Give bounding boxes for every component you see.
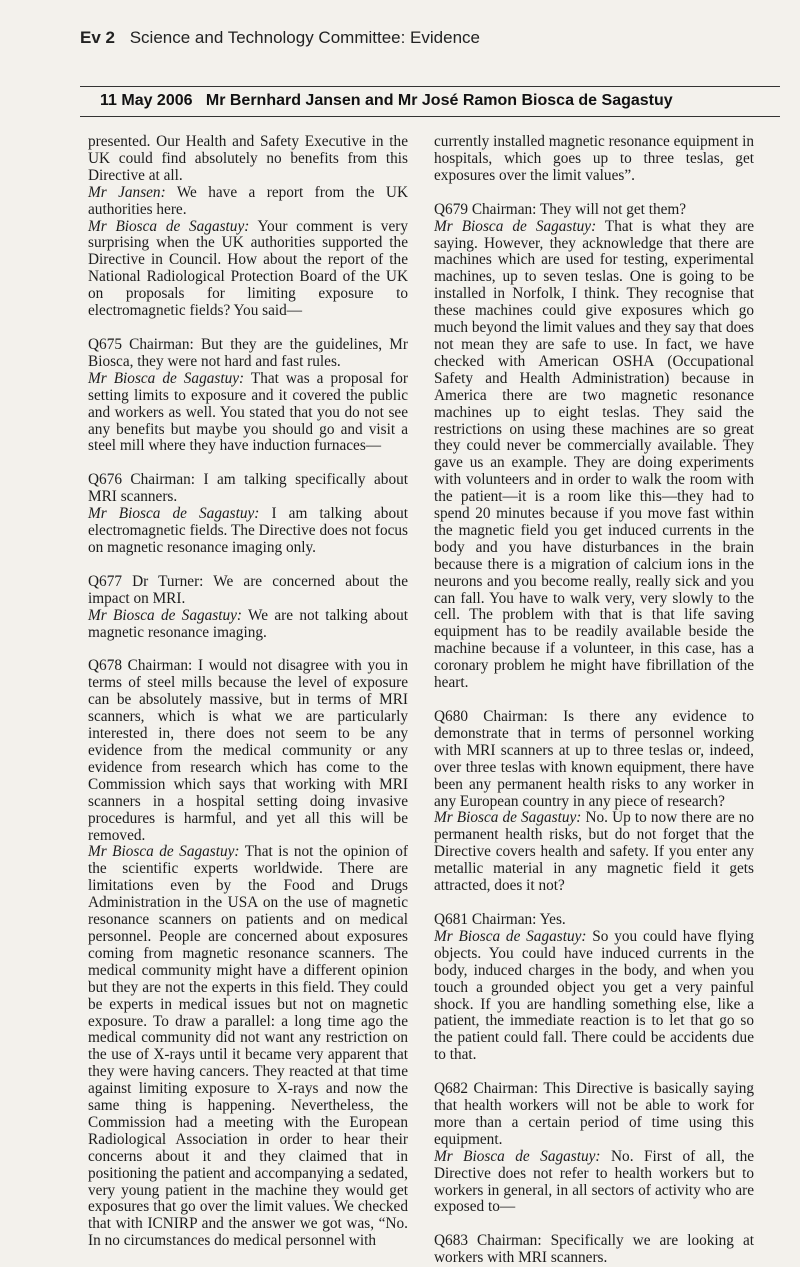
- right-column: [434, 134, 754, 1267]
- paragraph-text: No. Up to now there are no permanent health risks, but do not forget that the Directive covers health and safety. If you enter any metallic material in any magnetic field it gets attracted, does it not?: [434, 809, 754, 895]
- paragraph: [434, 709, 754, 810]
- speaker-label: Mr Biosca de Sagastuy:: [434, 809, 582, 827]
- paragraph: [88, 371, 408, 456]
- question-label: Q675 Chairman:: [88, 335, 194, 353]
- question-label: Q678 Chairman:: [88, 657, 193, 675]
- paragraph-text: Is there any evidence to demonstrate that in terms of personnel working with MRI scanners at up to three teslas or, indeed, over three teslas with known equipment, there have been any permanent health risks to any worker in any European country in any piece of research?: [434, 708, 754, 810]
- paragraph: [434, 202, 754, 219]
- paragraph-text: I would not disagree with you in terms of steel mills because the level of exposure can be absolutely massive, but in terms of MRI scanners, which is what we are particularly interested in, there does not seem to be any evidence from the medical community or any evidence from research which has come to the Commission which says that working with MRI scanners in a hospital setting doing invasive procedures is harmful, and yet all this will be removed.: [88, 657, 409, 844]
- paragraph-text: Your comment is very surprising when the UK authorities supported the Directive in Council. How about the report of the National Radiological Protection Board of the UK on proposals for limiting exposure to electromagnetic fields? You said—: [88, 217, 408, 320]
- question-label: Q681 Chairman:: [434, 910, 537, 928]
- speaker-label: Mr Biosca de Sagastuy:: [88, 505, 260, 523]
- question-label: Q676 Chairman:: [88, 471, 196, 489]
- paragraph: [434, 1233, 754, 1267]
- paragraph: [88, 506, 408, 557]
- speaker-label: Mr Biosca de Sagastuy:: [88, 843, 240, 861]
- left-column: [88, 134, 408, 1250]
- paragraph: [434, 219, 754, 692]
- running-head: [80, 28, 480, 48]
- paragraph-text: I am talking about electromagnetic fields. The Directive does not focus on magnetic resonance imaging only.: [88, 505, 408, 556]
- speaker-label: Mr Biosca de Sagastuy:: [88, 217, 250, 235]
- paragraph-text: presented. Our Health and Safety Executive in the UK could find absolutely no benefits from this Directive at all.: [88, 133, 408, 184]
- paragraph: [88, 134, 408, 185]
- paragraph: [88, 337, 408, 371]
- bottom-rule: [80, 116, 780, 117]
- paragraph: [434, 912, 754, 929]
- speaker-label: Mr Jansen:: [88, 183, 166, 201]
- question-label: Q683 Chairman:: [434, 1232, 542, 1250]
- paragraph-text: But they are the guidelines, Mr Biosca, they were not hard and fast rules.: [88, 335, 409, 370]
- top-rule: [80, 86, 780, 87]
- hearing-header: 11 May 2006 Mr Bernhard Jansen and Mr José Ramon Biosca de Sagastuy: [100, 92, 673, 109]
- paragraph-text: Specifically we are looking at workers with MRI scanners.: [434, 1232, 754, 1267]
- paragraph: [88, 185, 408, 219]
- paragraph: [88, 574, 408, 608]
- paragraph: [434, 1081, 754, 1149]
- paragraph-text: I am talking specifically about MRI scanners.: [88, 471, 408, 506]
- question-label: Q677 Dr Turner:: [88, 572, 204, 590]
- paragraph: [434, 810, 754, 895]
- paragraph: [434, 1149, 754, 1217]
- paragraph: [88, 658, 408, 844]
- question-label: Q679 Chairman:: [434, 200, 537, 218]
- paragraph: [88, 844, 408, 1250]
- paragraph-text: So you could have flying objects. You could have induced currents in the body, induced charges in the body, and when you touch a grounded object you get a very painful shock. If you are handling something else, like a patient, the immediate reaction is to let that go so the patient could fall. There could be accidents due to that.: [434, 927, 754, 1064]
- paragraph: [88, 608, 408, 642]
- paragraph-text: We are concerned about the impact on MRI.: [88, 572, 408, 607]
- paragraph: [88, 472, 408, 506]
- page-label: Ev 2: [80, 28, 115, 47]
- paragraph-text: This Directive is basically saying that health workers will not be able to work for more than a certain period of time using this equipment.: [434, 1080, 754, 1148]
- speaker-label: Mr Biosca de Sagastuy:: [434, 217, 597, 235]
- speaker-label: Mr Biosca de Sagastuy:: [88, 606, 243, 624]
- paragraph-text: Yes.: [539, 910, 566, 928]
- speaker-label: Mr Biosca de Sagastuy:: [88, 369, 245, 387]
- paragraph-text: That is what they are saying. However, they acknowledge that there are machines which are used for testing, experimental machines, up to seven teslas. One is going to be installed in Norfolk, I think. They recognise that these machines could give exposures which go much beyond the limit values and they say that does not mean they are safe to use. In fact, we have checked with American OSHA (Occupational Safety and Health Administration) because in America there are two magnetic resonance machines up to eight teslas. They said the restrictions on using these machines are so great they could never be commercially available. They gave us an example. They are doing experiments with volunteers and in order to walk the room with the patient—it is a room like this—they had to spend 20 minutes because if you move fast within the magnetic field you get induced currents in the body and you have disturbances in the brain because there is a migration of calcium ions in the neurons and you become really, really sick and you can fall. You have to walk very, very slowly to the cell. The problem with that is that life saving equipment has to be readily available beside the machine because if a volunteer, in this case, has a coronary problem he might have fibrillation of the heart.: [434, 217, 754, 692]
- paragraph-text: No. First of all, the Directive does not refer to health workers but to workers in general, in all sectors of activity who are exposed to—: [434, 1147, 755, 1216]
- paragraph: [88, 219, 408, 320]
- paragraph-text: That is not the opinion of the scientific experts worldwide. There are limitations even by the Food and Drugs Administration in the USA on the use of magnetic resonance scanners on patients and on medical personnel. People are concerned about exposures coming from magnetic resonance scanners. The medical community might have a different opinion but they are not the experts in this field. They could be experts in medical issues but not on magnetic exposure. To draw a parallel: a long time ago the medical community did not want any restriction on the use of X-rays until it became very apparent that they were having cancers. They reacted at that time against limiting exposure to X-rays and now the same thing is happening. Nevertheless, the Commission had a meeting with the European Radiological Association in order to hear their concerns about it and they claimed that in positioning the patient and accompanying a sedated, very young patient in the machine they would get exposures that go over the limit values. We checked that with ICNIRP and the answer we got was, “No. In no circumstances do medical personnel with: [88, 843, 408, 1250]
- speaker-label: Mr Biosca de Sagastuy:: [434, 1147, 601, 1165]
- paragraph: [434, 134, 754, 185]
- question-label: Q680 Chairman:: [434, 708, 548, 725]
- committee-title: Science and Technology Committee: Evidence: [129, 28, 480, 47]
- paragraph: [434, 929, 754, 1064]
- paragraph-text: That was a proposal for setting limits to exposure and it covered the public and workers as well. You stated that you do not see any benefits but maybe you should go and visit a steel mill where they have induction furnaces—: [88, 369, 408, 455]
- question-label: Q682 Chairman:: [434, 1080, 539, 1098]
- paragraph-text: We have a report from the UK authorities here.: [88, 183, 408, 218]
- paragraph-text: They will not get them?: [539, 200, 687, 218]
- paragraph-text: currently installed magnetic resonance equipment in hospitals, which goes up to three teslas, get exposures over the limit values”.: [434, 133, 754, 184]
- speaker-label: Mr Biosca de Sagastuy:: [434, 927, 587, 945]
- paragraph-text: We are not talking about magnetic resonance imaging.: [88, 606, 408, 641]
